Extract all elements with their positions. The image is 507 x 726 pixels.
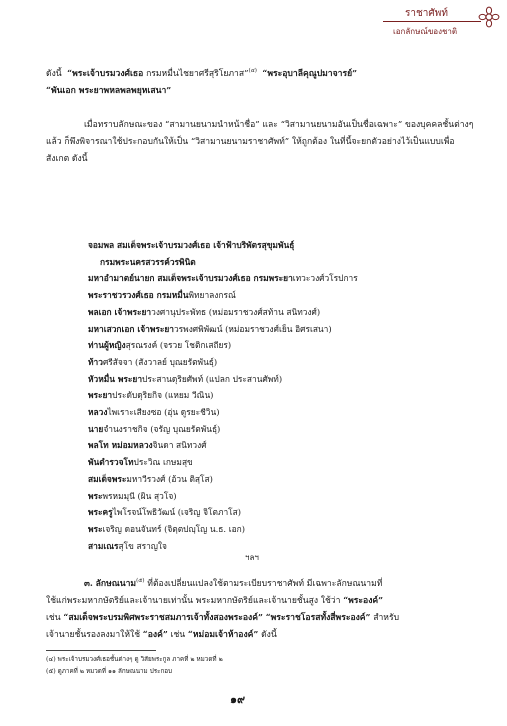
example-name: จำนงราชกิจ (จรัญ บุณยรัตพันธุ์) — [103, 423, 221, 434]
example-title: หลวง — [88, 407, 108, 418]
example-title: สามเณร — [88, 540, 119, 551]
example-title: หัวหมื่น พระยา — [88, 373, 143, 384]
example-name: ประดับดุริยกิจ (แหยม วีณิน) — [112, 390, 214, 401]
example-name: พรหมมุนี (ผิน สุวโจ) — [102, 490, 177, 501]
example-name-row — [88, 354, 468, 371]
page-header — [383, 6, 483, 40]
classifier-paragraph — [46, 573, 476, 644]
example-name: ศรีสัจจา (สังวาลย์ บุณยรัตพันธุ์) — [102, 356, 218, 367]
example-name-row — [88, 504, 468, 521]
example-name-row — [88, 321, 468, 338]
classifier-term-phra-ong: “พระองค์” — [343, 595, 384, 606]
footnote-rule — [46, 650, 156, 651]
example-title: จอมพล สมเด็จพระเจ้าบรมวงศ์เธอ เจ้าฟ้าบริพัตรสุขุมพันธุ์ — [88, 240, 295, 250]
example-name-row — [88, 437, 468, 454]
example-title: นาย — [88, 423, 104, 434]
intro-lead: ดังนี้ — [46, 68, 62, 79]
example-title: พันตำรวจโท — [88, 457, 134, 468]
page-number: ๑๙ — [230, 693, 246, 706]
flower-emblem-icon — [478, 6, 500, 28]
example-name: ไพเราะเสียงซอ (อุ่น ดูรยะชีวิน) — [107, 407, 220, 418]
classifier-term-ong: “องค์” — [142, 629, 168, 640]
example-name-row — [88, 421, 468, 438]
intro-paragraph — [46, 63, 476, 100]
example-name: วงศานุประพัทธ (หม่อมราชวงศ์สท้าน สนิทวงศ์) — [151, 306, 321, 317]
classifier-example-1: “สมเด็จพระบรมพิศพระราชสมภารเจ้าทั้งสองพระองค์” — [63, 612, 263, 623]
classifier-line-2: ใช้แก่พระมหากษัตริย์และเจ้านายเท่านั้น พระมหากษัตริย์และเจ้านายชั้นสูง ใช้ว่า — [46, 595, 341, 606]
header-rule — [383, 21, 481, 22]
classifier-line-4-tail: ดังนี้ — [261, 629, 277, 640]
example-name-row — [88, 387, 468, 404]
intro-term-4: “พันเอก พระยาพหลพลพยุหเสนา” — [46, 85, 172, 96]
intro-term-3: “พระอุบาลีคุณูปมาจารย์” — [262, 68, 358, 79]
example-name: เทวะวงศ์วโรปการ — [292, 273, 358, 284]
footnote-5: (๕) ดูภาคที่ ๒ หมวดที่ ๑๑ ลักษณนาม ประกอบ — [46, 668, 173, 675]
example-name: ประวิณ เกษมสุข — [133, 457, 193, 468]
section-number: ๓. — [84, 578, 93, 589]
example-name: เจริญ ดอนจันทร์ (จิตฺตปญฺโญ น.ธ. เอก) — [102, 523, 245, 534]
footnote-4: (๔) พระเจ้าบรมวงศ์เธอชั้นต่างๆ ดู วิสัยพระกูล ภาคที่ ๒ หมวดที่ ๒ — [46, 656, 223, 663]
example-title: พลโท หม่อมหลวง — [88, 440, 153, 451]
example-name-row — [88, 237, 468, 254]
footnote-ref-4: (๔) — [248, 68, 257, 74]
example-name-row — [88, 304, 468, 321]
classifier-line-4-mid: เช่น — [170, 629, 186, 640]
example-name-row — [88, 337, 468, 354]
example-name: มหาวีรวงศ์ (อ้วน ติสฺโส) — [126, 473, 213, 484]
example-name: วรพงศพิพัฒน์ (หม่อมราชวงศ์เย็น อิศรเสนา) — [173, 323, 332, 334]
classifier-line-3-tail: สำหรับ — [373, 612, 400, 623]
example-name: จินดา สนิทวงศ์ — [152, 440, 207, 451]
example-name-row — [88, 454, 468, 471]
intro-term-2: กรมหมื่นไชยาศรีสุริโยภาส” — [146, 68, 249, 79]
example-title: พระครู — [88, 507, 113, 518]
example-name-row — [88, 538, 468, 555]
example-name-row — [88, 287, 468, 304]
examples-list — [88, 237, 468, 554]
example-title: พระราชวรวงศ์เธอ กรมหมื่น — [88, 290, 189, 301]
example-name: สุรณรงค์ (จรวย โชติกเสถียร) — [125, 340, 232, 351]
classifier-line-4-lead: เจ้านายชั้นรองลงมาให้ใช้ — [46, 629, 141, 640]
example-title: ท่านผู้หญิง — [88, 340, 126, 351]
ellipsis-separator: ฯลฯ — [245, 553, 259, 562]
example-title: พระยา — [88, 390, 113, 401]
example-name: พิทยาลงกรณ์ — [188, 290, 236, 301]
header-title: ราชาศัพท์ — [405, 8, 448, 19]
example-title: กรมพระนครสวรรค์วรพินิต — [100, 256, 196, 267]
classifier-example-2: “พระราชโอรสทั้งสี่พระองค์” — [265, 612, 371, 623]
example-title: มหาอำมาตย์นายก สมเด็จพระเจ้าบรมวงศ์เธอ กรมพระยา — [88, 273, 293, 284]
example-title: พระ — [88, 490, 103, 501]
example-title: สมเด็จพระ — [88, 473, 127, 484]
example-title: มหาเสวกเอก เจ้าพระยา — [88, 323, 174, 334]
classifier-example-3: “หม่อมเจ้าห้าองค์” — [187, 629, 259, 640]
example-name: ไพโรจน์โพธิวัฒน์ (เจริญ จิโตภาโส) — [112, 507, 242, 518]
example-title: พลเอก เจ้าพระยา — [88, 306, 152, 317]
example-name-row — [88, 254, 468, 271]
example-name: สุโข สราญใจ — [118, 540, 167, 551]
footnote-ref-5: (๕) — [136, 578, 145, 584]
example-name-row — [88, 404, 468, 421]
header-subtitle: เอกลักษณ์ของชาติ — [393, 27, 458, 36]
intro-term-1: “พระเจ้าบรมวงศ์เธอ — [67, 68, 144, 79]
example-name-row — [88, 471, 468, 488]
classifier-line-1: ที่ต้องเปลี่ยนแปลงใช้ตามระเบียบราชาศัพท์ มีเฉพาะลักษณนามที่ — [147, 578, 383, 589]
example-title: พระ — [88, 523, 103, 534]
example-title: ท้าว — [88, 356, 103, 367]
section-title: ลักษณนาม — [95, 578, 137, 589]
example-name-row — [88, 521, 468, 538]
example-name-row — [88, 270, 468, 287]
example-name-row — [88, 371, 468, 388]
example-name-row — [88, 488, 468, 505]
explanation-paragraph: เมื่อทราบลักษณะของ “สามานยนามนำหน้าชื่อ” และ “วิสามานยนามอันเป็นชื่อเฉพาะ” ของบุคคลชั้นต่างๆ แล้ว ก็พึงพิจารณาใช้ประกอบกันให้เป็น “วิสามานยนามราชาศัพท์” ให้ถูกต้อง ในที่นี้จะยกตัวอย่างไว้เป็นแบบเพื่อสังเกต ดังนี้ — [46, 120, 474, 164]
example-name: ประสานดุริยศัพท์ (แปลก ประสานศัพท์) — [142, 373, 283, 384]
classifier-line-3-lead: เช่น — [46, 612, 61, 623]
